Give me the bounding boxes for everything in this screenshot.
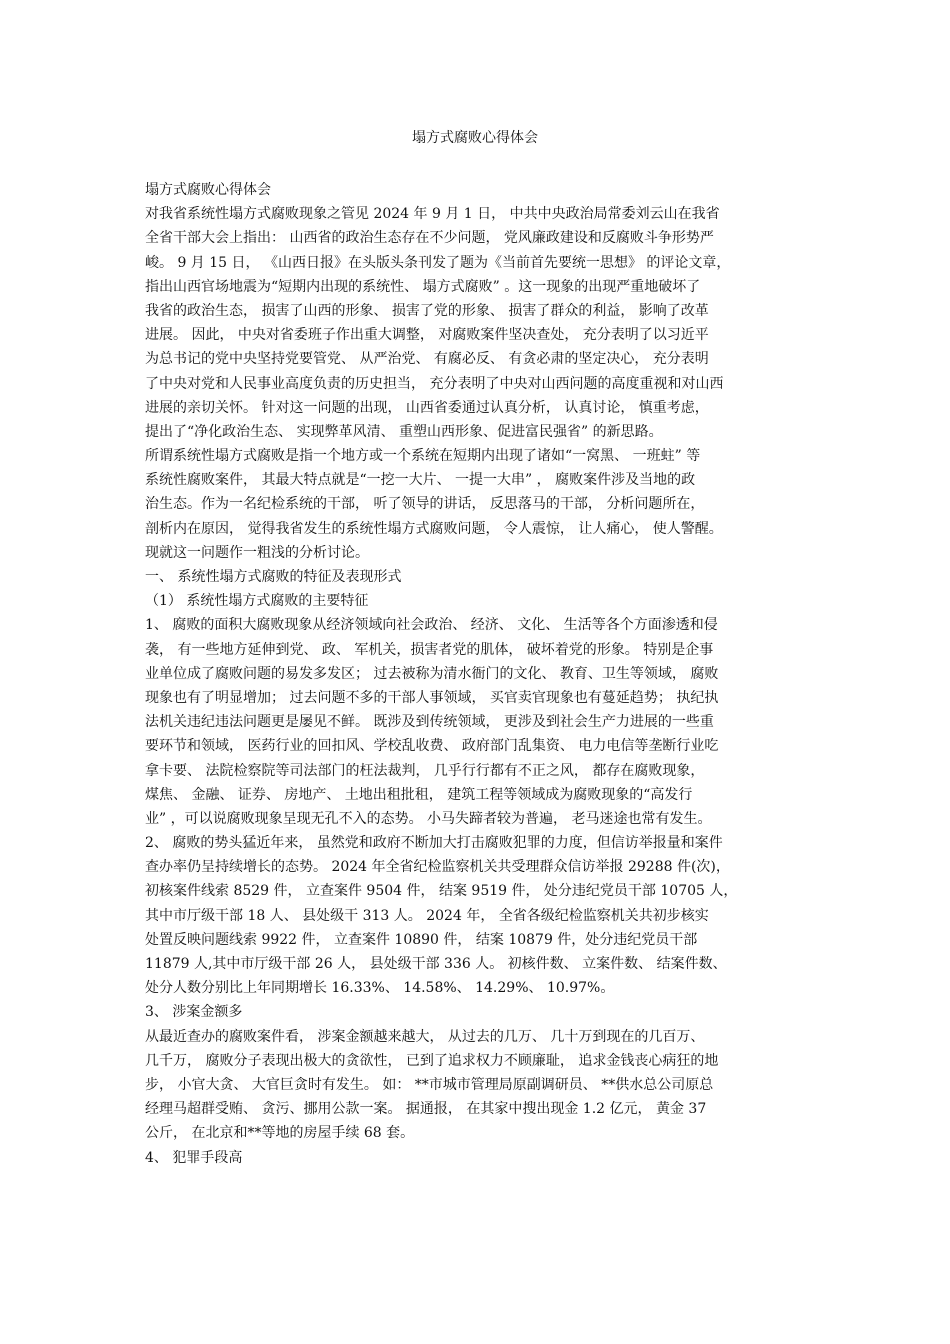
text-line: 查办率仍呈持续增长的态势。 2024 年全省纪检监察机关共受理群众信访举报 29288 件(次)， [145, 859, 730, 876]
text-line: 塌方式腐败心得体会 [145, 182, 271, 198]
text-line: 现就这一问题作一粗浅的分析讨论。 [145, 544, 369, 561]
text-line: 袭， 有一些地方延伸到党、 政、 军机关，损害者党的肌体， 破坏着党的形象。 特别是企事 [145, 641, 714, 658]
text-line: 提出了“净化政治生态、 实现弊革风清、 重塑山西形象、促进富民强省” 的新思路。 [145, 423, 663, 440]
document-title: 塌方式腐败心得体会 [412, 130, 538, 146]
text-line: 从最近查办的腐败案件看， 涉案金额越来越大， 从过去的几万、 几十万到现在的几百万、 [145, 1028, 705, 1045]
text-line: 3、 涉案金额多 [145, 1004, 243, 1021]
text-line: 法机关违纪违法问题更是屡见不鲜。 既涉及到传统领域， 更涉及到社会生产力进展的一些重 [145, 714, 714, 731]
text-line: 指出山西官场地震为“短期内出现的系统性、 塌方式腐败” 。这一现象的出现严重地破坏了 [145, 278, 701, 295]
text-line: 业单位成了腐败问题的易发多发区； 过去被称为清水衙门的文化、 教育、卫生等领域， 腐败 [145, 665, 719, 682]
text-line: 剖析内在原因， 觉得我省发生的系统性塌方式腐败问题， 令人震惊， 让人痛心， 使人警醒。 [145, 520, 723, 537]
text-line: 我省的政治生态， 损害了山西的形象、 损害了党的形象、 损害了群众的利益， 影响了改革 [145, 302, 709, 319]
text-line: 为总书记的党中央坚持党要管党、 从严治党、 有腐必反、 有贪必肃的坚定决心， 充分表明 [145, 351, 709, 368]
text-line: 几千万， 腐败分子表现出极大的贪欲性， 已到了追求权力不顾廉耻， 追求金钱丧心病狂的地 [145, 1052, 719, 1069]
document-body [145, 178, 825, 1170]
text-line: 了中央对党和人民事业高度负责的历史担当， 充分表明了中央对山西问题的高度重视和对山西 [145, 375, 724, 392]
text-line: （1） 系统性塌方式腐败的主要特征 [145, 593, 369, 610]
text-line: 1、 腐败的面积大腐败现象从经济领域向社会政治、 经济、 文化、 生活等各个方面渗透和侵 [145, 617, 718, 634]
text-line: 一、 系统性塌方式腐败的特征及表现形式 [145, 569, 402, 585]
text-line: 现象也有了明显增加； 过去问题不多的干部人事领域， 买官卖官现象也有蔓延趋势； 执纪执 [145, 689, 719, 706]
text-line: 进展。 因此， 中央对省委班子作出重大调整， 对腐败案件坚决查处， 充分表明了以习近平 [145, 327, 709, 344]
text-line: 拿卡要、 法院检察院等司法部门的枉法裁判， 几乎行行都有不正之风， 都存在腐败现象， [145, 762, 705, 779]
text-line: 经理马超群受贿、 贪污、挪用公款一案。 据通报， 在其家中搜出现金 1.2 亿元， 黄金 37 [145, 1101, 707, 1118]
text-line: 所谓系统性塌方式腐败是指一个地方或一个系统在短期内出现了诸如“一窝黑、 一班蛀” 等 [145, 448, 701, 465]
text-line: 全省干部大会上指出： 山西省的政治生态存在不少问题， 党风廉政建设和反腐败斗争形势严 [145, 230, 714, 247]
text-line: 4、 犯罪手段高 [145, 1149, 243, 1166]
text-line: 要环节和领域， 医药行业的回扣风、学校乱收费、 政府部门乱集资、 电力电信等垄断行业吃 [145, 738, 719, 755]
text-line: 治生态。作为一名纪检系统的干部， 听了领导的讲话， 反思落马的干部， 分析问题所在， [145, 496, 705, 513]
text-line: 业” ，可以说腐败现象呈现无孔不入的态势。 小马失蹄者较为普遍， 老马迷途也常有发生。 [145, 810, 712, 827]
text-line: 步， 小官大贪、 大官巨贪时有发生。 如： **市城市管理局原副调研员、 **供水总公司原总 [145, 1076, 714, 1093]
text-line: 公斤， 在北京和**等地的房屋手续 68 套。 [145, 1125, 415, 1142]
text-line: 对我省系统性塌方式腐败现象之管见 2024 年 9 月 1 日， 中共中央政治局常委刘云山在我省 [145, 206, 720, 223]
text-line: 其中市厅级干部 18 人、 县处级干 313 人。 2024 年， 全省各级纪检监察机关共初步核实 [145, 907, 709, 924]
text-line: 处分人数分别比上年同期增长 16.33%、 14.58%、 14.29%、 10.97%。 [145, 980, 615, 997]
text-line: 初核案件线索 8529 件， 立查案件 9504 件， 结案 9519 件， 处分违纪党员干部 10705 人， [145, 883, 738, 900]
text-line: 系统性腐败案件， 其最大特点就是“一挖一大片、 一提一大串” ， 腐败案件涉及当地的政 [145, 472, 696, 489]
text-line: 煤焦、 金融、 证券、 房地产、 土地出租批租， 建筑工程等领域成为腐败现象的“高发行 [145, 786, 693, 803]
text-line: 11879 人,其中市厅级干部 26 人， 县处级干部 336 人。 初核件数、 立案件数、 结案件数、 [145, 956, 727, 972]
text-line: 进展的亲切关怀。 针对这一问题的出现， 山西省委通过认真分析， 认真讨论， 慎重考虑， [145, 399, 709, 416]
text-line: 2、 腐败的势头猛近年来， 虽然党和政府不断加大打击腐败犯罪的力度，但信访举报量和案件 [145, 835, 723, 852]
text-line: 峻。 9 月 15 日， 《山西日报》在头版头条刊发了题为《当前首先要统一思想》 的评论文章， [145, 254, 731, 271]
text-line: 处置反映问题线索 9922 件， 立查案件 10890 件， 结案 10879 件，处分违纪党员干部 [145, 931, 698, 948]
